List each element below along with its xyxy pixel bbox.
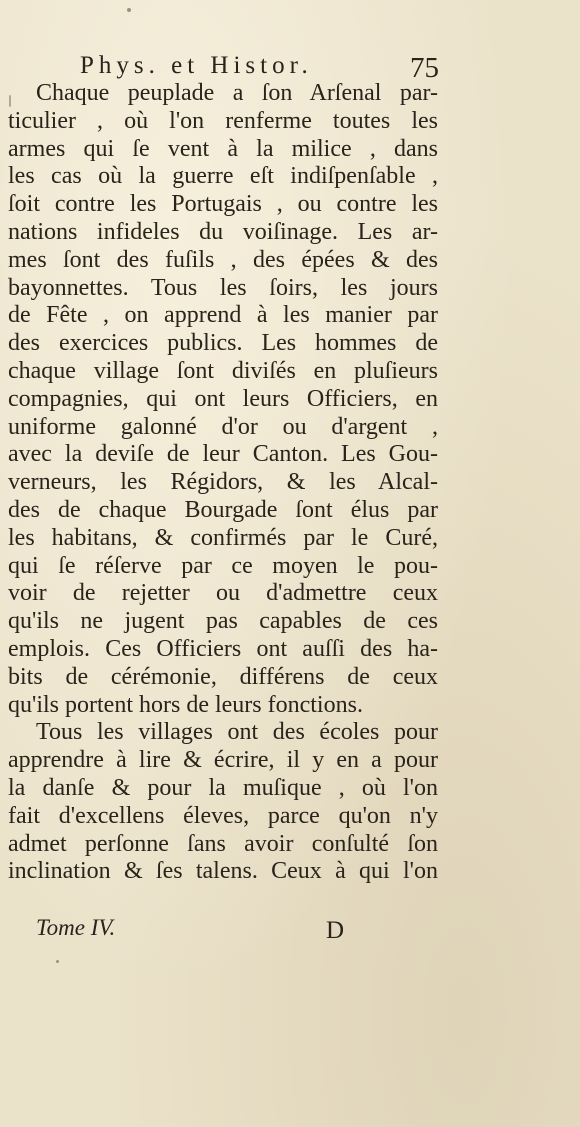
text-line: des exercices publics. Les hommes de: [8, 330, 438, 357]
text-line: qu'ils portent hors de leurs fonctions.: [8, 691, 363, 718]
text-line: voir de rejetter ou d'admettre ceux: [8, 580, 438, 607]
body-text: [0, 80, 580, 886]
text-line: de Fête , on apprend à les manier par: [8, 302, 438, 329]
text-line: apprendre à lire & écrire, il y en a pour: [8, 747, 438, 774]
text-line: fait d'excellens éleves, parce qu'on n'y: [8, 802, 438, 829]
page-number: 75: [410, 52, 439, 84]
text-line: uniforme galonné d'or ou d'argent ,: [8, 413, 438, 440]
paper-speck: [56, 960, 59, 963]
text-line: chaque village ſont diviſés en pluſieurs: [8, 357, 438, 384]
text-line: armes qui ſe vent à la milice , dans: [8, 135, 438, 162]
text-line: admet perſonne ſans avoir conſulté ſon: [8, 830, 438, 857]
text-line: ticulier , où l'on renferme toutes les: [8, 107, 438, 134]
text-line: avec la deviſe de leur Canton. Les Gou-: [8, 441, 438, 468]
text-line: des de chaque Bourgade ſont élus par: [8, 496, 438, 523]
text-line: inclination & ſes talens. Ceux à qui l'on: [8, 858, 438, 885]
text-line: Tous les villages ont des écoles pour: [36, 719, 438, 746]
text-line: bits de cérémonie, différens de ceux: [8, 663, 438, 690]
text-line: la danſe & pour la muſique , où l'on: [8, 774, 438, 801]
paper-speck: [127, 8, 131, 12]
text-line: qu'ils ne jugent pas capables de ces: [8, 608, 438, 635]
volume-mark: Tome IV.: [36, 915, 116, 940]
text-line: les cas où la guerre eſt indiſpenſable ,: [8, 163, 438, 190]
signature-mark: D: [326, 917, 345, 944]
paragraph-2: [0, 719, 580, 886]
paragraph-1: [0, 80, 580, 719]
text-line: compagnies, qui ont leurs Officiers, en: [8, 385, 438, 412]
text-line: emplois. Ces Officiers ont auſſi des ha-: [8, 635, 438, 662]
text-line: mes ſont des fuſils , des épées & des: [8, 246, 438, 273]
text-line: qui ſe réſerve par ce moyen le pou-: [8, 552, 438, 579]
paper-speck: [9, 95, 11, 107]
text-line: bayonnettes. Tous les ſoirs, les jours: [8, 274, 438, 301]
text-line: ſoit contre les Portugais , ou contre les: [8, 191, 438, 218]
text-line: les habitans, & confirmés par le Curé,: [8, 524, 438, 551]
text-line: nations infideles du voiſinage. Les ar-: [8, 218, 438, 245]
page-footer: [0, 915, 580, 945]
text-line: verneurs, les Régidors, & les Alcal-: [8, 469, 438, 496]
running-head-title: Phys. et Histor.: [80, 52, 313, 79]
text-line: Chaque peuplade a ſon Arſenal par-: [36, 80, 438, 106]
